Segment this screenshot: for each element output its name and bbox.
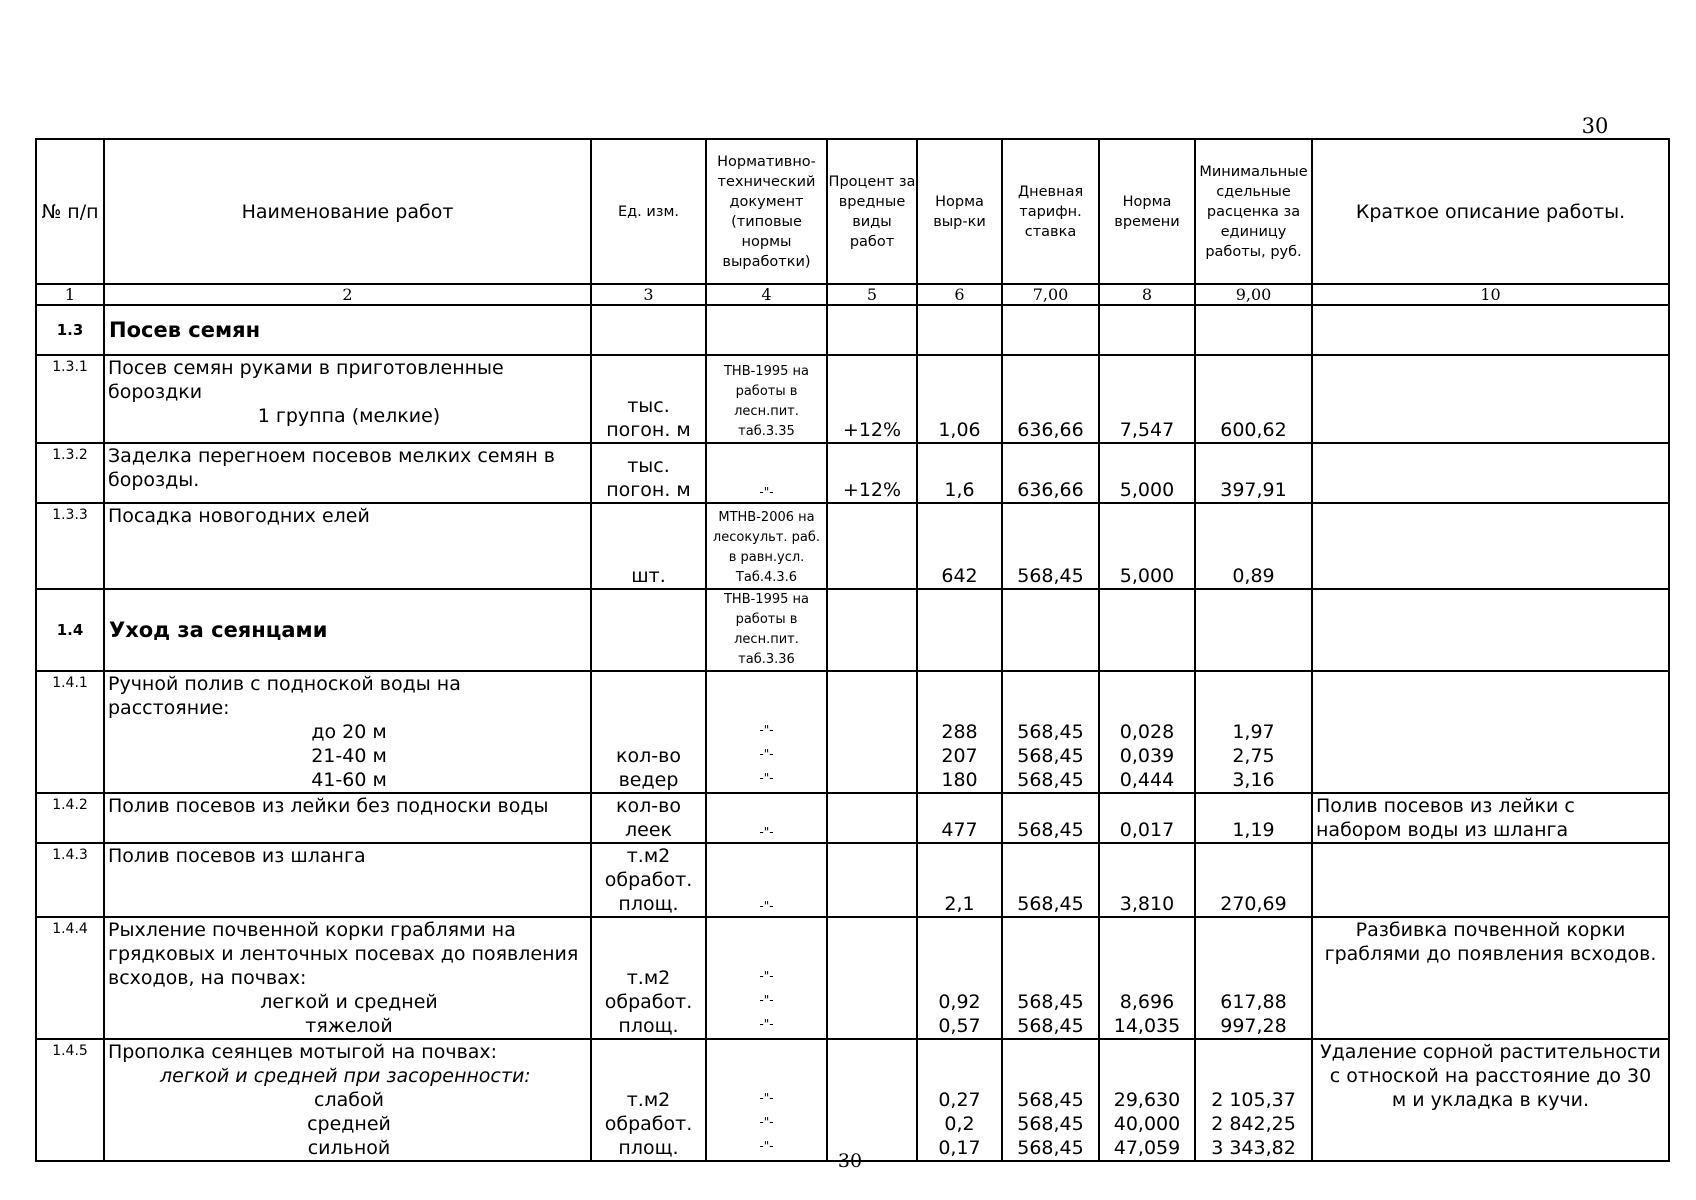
header-unit: Ед. изм.: [591, 139, 706, 284]
unit: кол-во ведер: [591, 671, 706, 793]
work-name: Посев семян руками в приготовленные бороздки 1 группа (мелкие): [104, 355, 591, 443]
percent: +12%: [827, 355, 917, 443]
percent: [827, 503, 917, 589]
min-rate: 270,69: [1195, 843, 1312, 917]
norm-output: 1,6: [917, 443, 1002, 503]
description: [1312, 671, 1669, 793]
page-number-top: 30: [1581, 114, 1609, 138]
column-number: 4: [706, 284, 827, 305]
norm-time: 0,017: [1099, 793, 1195, 843]
header-percent: Процент за вредные виды работ: [827, 139, 917, 284]
sub-item: 21-40 м: [311, 745, 387, 767]
norm-time: 5,000: [1099, 503, 1195, 589]
row-number: 1.3.3: [36, 503, 104, 589]
unit: т.м2 обработ. площ.: [591, 917, 706, 1039]
norm-output: 0,92 0,57: [917, 917, 1002, 1039]
min-rate: 1,19: [1195, 793, 1312, 843]
work-name: Прополка сеянцев мотыгой на почвах: легкой и средней при засоренности: слабой средней сильной: [104, 1039, 591, 1161]
norm-output: 288 207 180: [917, 671, 1002, 793]
work-name: Полив посевов из шланга: [104, 843, 591, 917]
norm-document: -"- -"- -"-: [706, 671, 827, 793]
row-number: 1.3.1: [36, 355, 104, 443]
column-number: 7,00: [1002, 284, 1099, 305]
row-number: 1.4.1: [36, 671, 104, 793]
section-number: 1.3: [36, 305, 104, 355]
description: Удаление сорной растительности с отноской на расстояние до 30 м и укладка в кучи.: [1312, 1039, 1669, 1161]
percent: [827, 843, 917, 917]
header-name: Наименование работ: [104, 139, 591, 284]
norm-time: 7,547: [1099, 355, 1195, 443]
section-row-1-3: [36, 305, 1669, 355]
header-norm-output: Норма выр-ки: [917, 139, 1002, 284]
table-row: [36, 1039, 1669, 1161]
min-rate: 600,62: [1195, 355, 1312, 443]
norm-document: ТНВ-1995 на работы в лесн.пит. таб.3.36: [706, 589, 827, 671]
table-row: [36, 503, 1669, 589]
day-rate: 636,66: [1002, 443, 1099, 503]
header-no: № п/п: [36, 139, 104, 284]
header-doc: Нормативно-технический документ (типовые нормы выработки): [706, 139, 827, 284]
sub-item: тяжелой: [305, 1015, 393, 1037]
work-name: Полив посевов из лейки без подноски воды: [104, 793, 591, 843]
table-row: [36, 443, 1669, 503]
description: Полив посевов из лейки с набором воды из шланга: [1312, 793, 1669, 843]
norm-document: ТНВ-1995 на работы в лесн.пит. таб.3.35: [706, 355, 827, 443]
percent: [827, 917, 917, 1039]
sub-item: 41-60 м: [311, 769, 387, 791]
column-number: 1: [36, 284, 104, 305]
section-row-1-4: [36, 589, 1669, 671]
row-number: 1.4.3: [36, 843, 104, 917]
header-description: Краткое описание работы.: [1312, 139, 1669, 284]
percent: [827, 793, 917, 843]
norm-output: 1,06: [917, 355, 1002, 443]
percent: +12%: [827, 443, 917, 503]
norm-document: МТНВ-2006 на лесокульт. раб. в равн.усл. Таб.4.3.6: [706, 503, 827, 589]
unit: т.м2 обработ. площ.: [591, 1039, 706, 1161]
table-header-row: [36, 139, 1669, 284]
norm-document: -"-: [706, 843, 827, 917]
norm-output: 0,27 0,2 0,17: [917, 1039, 1002, 1161]
description: [1312, 503, 1669, 589]
norm-document: -"- -"- -"-: [706, 1039, 827, 1161]
table-row: [36, 671, 1669, 793]
description: Разбивка почвенной корки граблями до появления всходов.: [1312, 917, 1669, 1039]
day-rate: 568,45: [1002, 843, 1099, 917]
table-row: [36, 793, 1669, 843]
norm-time: 8,696 14,035: [1099, 917, 1195, 1039]
norm-time: 29,630 40,000 47,059: [1099, 1039, 1195, 1161]
column-number: 5: [827, 284, 917, 305]
section-number: 1.4: [36, 589, 104, 671]
row-number: 1.4.2: [36, 793, 104, 843]
unit: кол-во леек: [591, 793, 706, 843]
table-row: [36, 843, 1669, 917]
percent: [827, 1039, 917, 1161]
min-rate: 397,91: [1195, 443, 1312, 503]
norm-document: -"-: [706, 443, 827, 503]
sub-item: средней: [307, 1113, 391, 1135]
row-number: 1.3.2: [36, 443, 104, 503]
min-rate: 617,88 997,28: [1195, 917, 1312, 1039]
norm-document: -"- -"- -"-: [706, 917, 827, 1039]
column-numbers-row: [36, 284, 1669, 305]
day-rate: 568,45 568,45 568,45: [1002, 1039, 1099, 1161]
header-min-rate: Минимальные сдельные расценка за единицу работы, руб.: [1195, 139, 1312, 284]
row-number: 1.4.5: [36, 1039, 104, 1161]
day-rate: 568,45: [1002, 503, 1099, 589]
description: [1312, 843, 1669, 917]
min-rate: 1,97 2,75 3,16: [1195, 671, 1312, 793]
sub-heading: легкой и средней при засоренности:: [160, 1065, 531, 1087]
unit: тыс. погон. м: [591, 443, 706, 503]
work-norms-table: [35, 138, 1670, 1162]
header-norm-time: Норма времени: [1099, 139, 1195, 284]
work-name: Ручной полив с подноской воды на расстояние: до 20 м 21-40 м 41-60 м: [104, 671, 591, 793]
norm-output: 642: [917, 503, 1002, 589]
unit: тыс. погон. м: [591, 355, 706, 443]
norm-output: 2,1: [917, 843, 1002, 917]
min-rate: 0,89: [1195, 503, 1312, 589]
description: [1312, 443, 1669, 503]
norm-time: 3,810: [1099, 843, 1195, 917]
table-row: [36, 355, 1669, 443]
section-title: Уход за сеянцами: [104, 589, 591, 671]
sub-item: 1 группа (мелкие): [257, 405, 441, 427]
sub-item: до 20 м: [311, 721, 387, 743]
section-title: Посев семян: [104, 305, 591, 355]
header-day-rate: Дневная тарифн. ставка: [1002, 139, 1099, 284]
work-name: Посадка новогодних елей: [104, 503, 591, 589]
sub-item: слабой: [314, 1089, 384, 1111]
column-number: 10: [1312, 284, 1669, 305]
norm-time: 5,000: [1099, 443, 1195, 503]
norm-document: -"-: [706, 793, 827, 843]
description: [1312, 355, 1669, 443]
day-rate: 568,45 568,45 568,45: [1002, 671, 1099, 793]
sub-item: сильной: [307, 1137, 391, 1159]
day-rate: 636,66: [1002, 355, 1099, 443]
column-number: 2: [104, 284, 591, 305]
table-row: [36, 917, 1669, 1039]
column-number: 3: [591, 284, 706, 305]
percent: [827, 671, 917, 793]
sub-item: легкой и средней: [260, 991, 438, 1013]
unit: т.м2 обработ. площ.: [591, 843, 706, 917]
unit: шт.: [591, 503, 706, 589]
day-rate: 568,45 568,45: [1002, 917, 1099, 1039]
day-rate: 568,45: [1002, 793, 1099, 843]
column-number: 8: [1099, 284, 1195, 305]
row-number: 1.4.4: [36, 917, 104, 1039]
page-number-bottom: 30: [837, 1150, 863, 1172]
column-number: 6: [917, 284, 1002, 305]
norm-output: 477: [917, 793, 1002, 843]
work-name: Рыхление почвенной корки граблями на грядковых и ленточных посевах до появления всходов, на почвах: легкой и средней тяжелой: [104, 917, 591, 1039]
min-rate: 2 105,37 2 842,25 3 343,82: [1195, 1039, 1312, 1161]
work-name: Заделка перегноем посевов мелких семян в борозды.: [104, 443, 591, 503]
norm-time: 0,028 0,039 0,444: [1099, 671, 1195, 793]
column-number: 9,00: [1195, 284, 1312, 305]
